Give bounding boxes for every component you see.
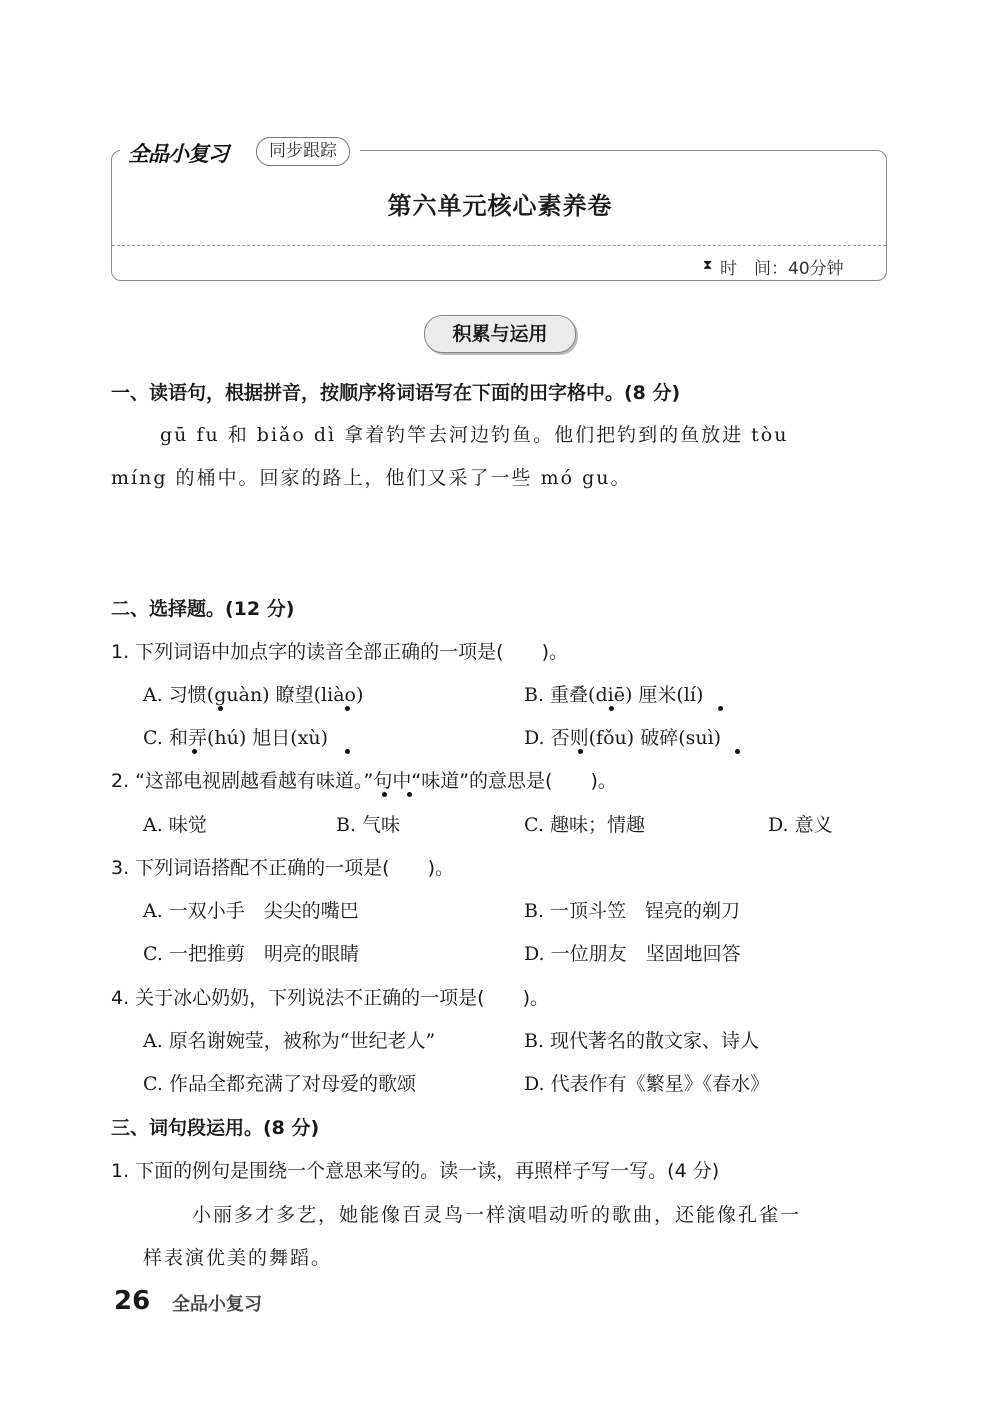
q2-3-stem: 3. 下列词语搭配不正确的一项是( )。 <box>111 857 454 879</box>
q2-3-option-a[interactable]: A. 一双小手 尖尖的嘴巴 <box>143 900 359 922</box>
q2-1-option-c[interactable]: C. 和弄(hú) 旭日(xù) <box>143 727 329 749</box>
page-number: 26 <box>114 1286 151 1316</box>
q2-heading: 二、选择题。(12 分) <box>111 598 295 620</box>
q1-heading: 一、读语句，根据拼音，按顺序将词语写在下面的田字格中。(8 分) <box>111 382 681 404</box>
hourglass-icon: ⧗ <box>703 258 713 273</box>
q2-2-option-c[interactable]: C. 趣味；情趣 <box>524 814 645 836</box>
time-limit: 时 间：40分钟 <box>720 259 844 279</box>
q2-3-option-b[interactable]: B. 一顶斗笠 锃亮的剃刀 <box>524 900 741 922</box>
emphasis-dot <box>218 706 223 711</box>
emphasis-dot <box>345 749 350 754</box>
q3-heading: 三、词句段运用。(8 分) <box>111 1117 320 1139</box>
emphasis-dot <box>578 749 583 754</box>
emphasis-dot <box>192 749 197 754</box>
q2-1-option-b[interactable]: B. 重叠(diē) 厘米(lí) <box>524 684 704 706</box>
q2-1-stem: 1. 下列词语中加点字的读音全部正确的一项是( )。 <box>111 641 568 663</box>
q2-3-option-d[interactable]: D. 一位朋友 坚固地回答 <box>524 943 741 965</box>
emphasis-dot <box>735 749 740 754</box>
q3-1-stem: 1. 下面的例句是围绕一个意思来写的。读一读，再照样子写一写。(4 分) <box>111 1160 720 1182</box>
header-divider <box>112 245 886 246</box>
emphasis-dot <box>382 792 387 797</box>
footer-brand: 全品小复习 <box>172 1294 262 1315</box>
brand-logo: 全品小复习 <box>128 142 228 166</box>
q2-4-option-b[interactable]: B. 现代著名的散文家、诗人 <box>524 1030 760 1052</box>
q2-1-option-a[interactable]: A. 习惯(guàn) 瞭望(liào) <box>143 684 364 706</box>
emphasis-dot <box>407 792 412 797</box>
page-title: 第六单元核心素养卷 <box>387 191 613 220</box>
emphasis-dot <box>345 706 350 711</box>
q1-line-2: míng 的桶中。回家的路上，他们又采了一些 mó gu。 <box>111 467 632 489</box>
q2-2-option-a[interactable]: A. 味觉 <box>143 814 207 836</box>
q2-4-option-a[interactable]: A. 原名谢婉莹，被称为“世纪老人” <box>143 1030 436 1052</box>
q3-example-line-2: 样表演优美的舞蹈。 <box>143 1247 333 1269</box>
q1-line-1: gū fu 和 biǎo dì 拿着钓竿去河边钓鱼。他们把钓到的鱼放进 tòu <box>160 424 789 446</box>
sync-tag: 同步跟踪 <box>256 137 350 166</box>
q2-2-stem: 2. “这部电视剧越看越有味道。”句中“味道”的意思是( )。 <box>111 770 617 792</box>
q2-4-option-d[interactable]: D. 代表作有《繁星》《春水》 <box>524 1073 770 1095</box>
q2-2-option-b[interactable]: B. 气味 <box>336 814 401 836</box>
q3-example-line-1: 小丽多才多艺，她能像百灵鸟一样演唱动听的歌曲，还能像孔雀一 <box>192 1204 802 1226</box>
q2-4-option-c[interactable]: C. 作品全都充满了对母爱的歌颂 <box>143 1073 416 1095</box>
section-pill: 积累与运用 <box>424 315 576 353</box>
q2-3-option-c[interactable]: C. 一把推剪 明亮的眼睛 <box>143 943 359 965</box>
q2-4-stem: 4. 关于冰心奶奶，下列说法不正确的一项是( )。 <box>111 987 549 1009</box>
emphasis-dot <box>718 706 723 711</box>
q2-2-option-d[interactable]: D. 意义 <box>768 814 833 836</box>
emphasis-dot <box>609 706 614 711</box>
q2-1-option-d[interactable]: D. 否则(fǒu) 破碎(suì) <box>524 727 722 749</box>
